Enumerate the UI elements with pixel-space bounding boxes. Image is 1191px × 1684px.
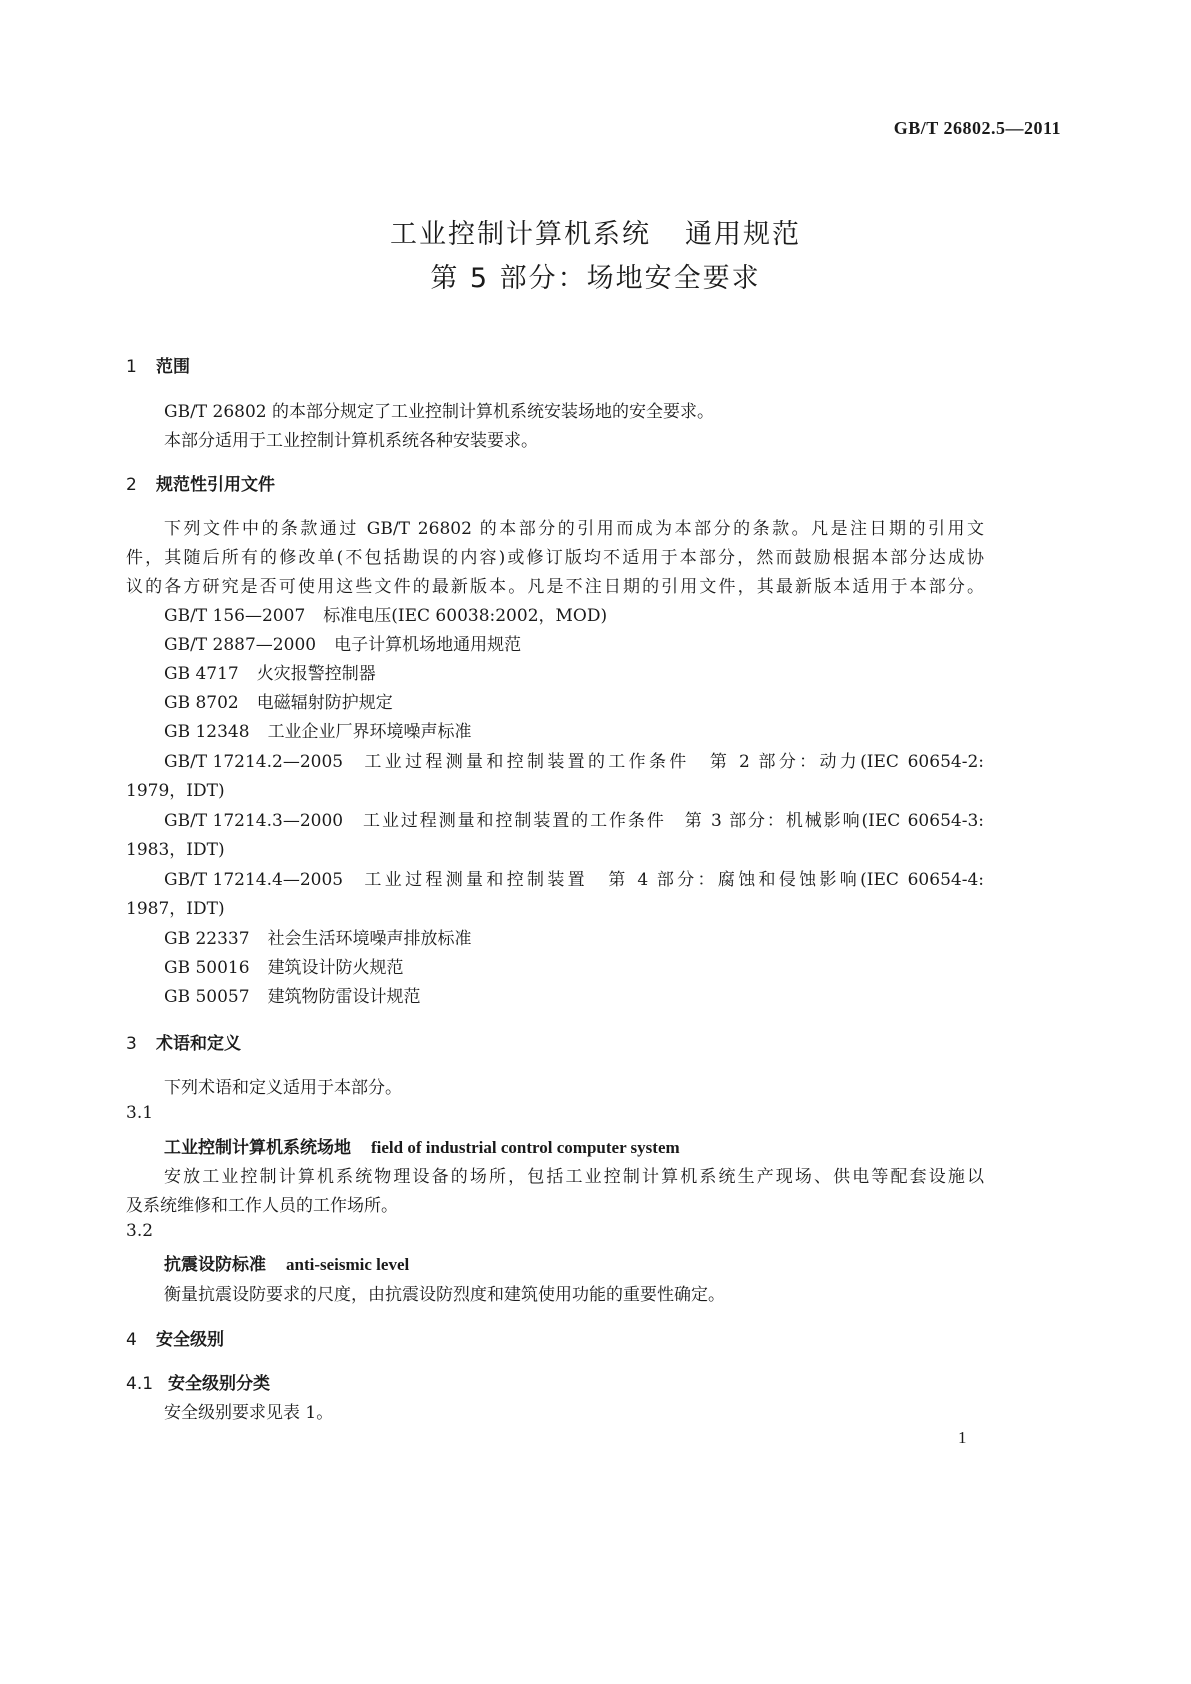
term-3-2-zh: 抗震设防标准 (164, 1255, 266, 1275)
reference-title: 火灾报警控制器 (256, 664, 376, 684)
section-2-intro-line-1: 下列文件中的条款通过 GB/T 26802 的本部分的引用而成为本部分的条款。凡是注日期的引用文 (164, 519, 984, 539)
reference-item (164, 630, 521, 655)
reference-code: GB 50016 (164, 958, 250, 978)
term-3-2-definition: 衡量抗震设防要求的尺度，由抗震设防烈度和建筑使用功能的重要性确定。 (164, 1285, 725, 1305)
section-3-title: 术语和定义 (156, 1034, 241, 1054)
reference-title: 电子计算机场地通用规范 (334, 635, 522, 655)
section-1-number: 1 (126, 357, 137, 377)
reference-code: GB/T 156—2007 (164, 606, 306, 626)
section-4-heading (126, 1325, 224, 1350)
reference-code: GB/T 17214.3—2000 (164, 811, 344, 831)
subsection-4-1-number: 4.1 (126, 1374, 154, 1394)
section-1-paragraph-2: 本部分适用于工业控制计算机系统各种安装要求。 (164, 431, 538, 451)
reference-continuation: 1983，IDT) (126, 840, 225, 860)
reference-item (164, 717, 472, 742)
section-3-number: 3 (126, 1034, 137, 1054)
section-4-number: 4 (126, 1330, 137, 1350)
reference-code: GB 8702 (164, 693, 239, 713)
page-number: 1 (958, 1428, 967, 1447)
reference-title: 工业过程测量和控制装置的工作条件 第 2 部分：动力(IEC 60654-2: (361, 752, 984, 772)
term-3-2-en: anti-seismic level (286, 1255, 410, 1274)
reference-code: GB/T 2887—2000 (164, 635, 317, 655)
reference-continuation: 1979，IDT) (126, 781, 225, 801)
section-2-heading (126, 470, 275, 495)
reference-title: 标准电压(IEC 60038:2002，MOD) (323, 606, 608, 626)
reference-code: GB 50057 (164, 987, 250, 1007)
subsection-4-1-title: 安全级别分类 (168, 1374, 270, 1394)
reference-continuation: 1987，IDT) (126, 899, 225, 919)
reference-code: GB/T 17214.2—2005 (164, 752, 344, 772)
reference-code: GB 4717 (164, 664, 239, 684)
document-title-line1 (0, 212, 1191, 251)
term-3-1-number: 3.1 (126, 1103, 154, 1123)
section-2-intro-line-2: 件，其随后所有的修改单(不包括勘误的内容)或修订版均不适用于本部分，然而鼓励根据本部分达成协 (126, 548, 984, 568)
section-4-title: 安全级别 (156, 1330, 224, 1350)
reference-title: 工业过程测量和控制装置的工作条件 第 3 部分：机械影响(IEC 60654-3: (361, 811, 984, 831)
term-3-1 (164, 1133, 680, 1158)
term-3-1-zh: 工业控制计算机系统场地 (164, 1138, 351, 1158)
reference-item (164, 982, 421, 1007)
title-part-b: 通用规范 (685, 219, 801, 250)
reference-code: GB/T 17214.4—2005 (164, 870, 344, 890)
term-3-1-definition-line-1: 安放工业控制计算机系统物理设备的场所，包括工业控制计算机系统生产现场、供电等配套设施以 (164, 1167, 984, 1187)
subsection-4-1-heading (126, 1369, 270, 1394)
term-3-1-definition-line-2: 及系统维修和工作人员的工作场所。 (126, 1196, 398, 1216)
section-3-intro: 下列术语和定义适用于本部分。 (164, 1078, 402, 1098)
reference-code: GB 12348 (164, 722, 250, 742)
section-1-heading (126, 352, 190, 377)
term-3-1-en: field of industrial control computer system (371, 1138, 680, 1157)
reference-item (164, 601, 607, 626)
term-3-2-number: 3.2 (126, 1221, 154, 1241)
reference-item (164, 747, 984, 772)
section-2-number: 2 (126, 475, 137, 495)
title-part-a: 工业控制计算机系统 (390, 219, 651, 250)
section-3-heading (126, 1029, 241, 1054)
reference-title: 电磁辐射防护规定 (256, 693, 393, 713)
term-3-2 (164, 1250, 409, 1275)
reference-title: 社会生活环境噪声排放标准 (267, 929, 472, 949)
subsection-4-1-text: 安全级别要求见表 1。 (164, 1403, 334, 1423)
reference-item (164, 806, 984, 831)
section-2-intro-line-3: 议的各方研究是否可使用这些文件的最新版本。凡是不注日期的引用文件，其最新版本适用于本部分。 (126, 577, 984, 597)
reference-item (164, 865, 984, 890)
reference-title: 建筑设计防火规范 (267, 958, 404, 978)
standard-code: GB/T 26802.5—2011 (893, 118, 1061, 138)
reference-item (164, 688, 393, 713)
reference-item (164, 659, 376, 684)
reference-title: 工业企业厂界环境噪声标准 (267, 722, 472, 742)
section-1-title: 范围 (156, 357, 190, 377)
section-2-title: 规范性引用文件 (156, 475, 275, 495)
section-1-paragraph-1: GB/T 26802 的本部分规定了工业控制计算机系统安装场地的安全要求。 (164, 402, 715, 422)
reference-code: GB 22337 (164, 929, 250, 949)
reference-title: 工业过程测量和控制装置 第 4 部分：腐蚀和侵蚀影响(IEC 60654-4: (361, 870, 984, 890)
reference-item (164, 953, 404, 978)
reference-item (164, 924, 472, 949)
document-title-line2: 第 5 部分：场地安全要求 (430, 263, 761, 294)
reference-title: 建筑物防雷设计规范 (267, 987, 421, 1007)
